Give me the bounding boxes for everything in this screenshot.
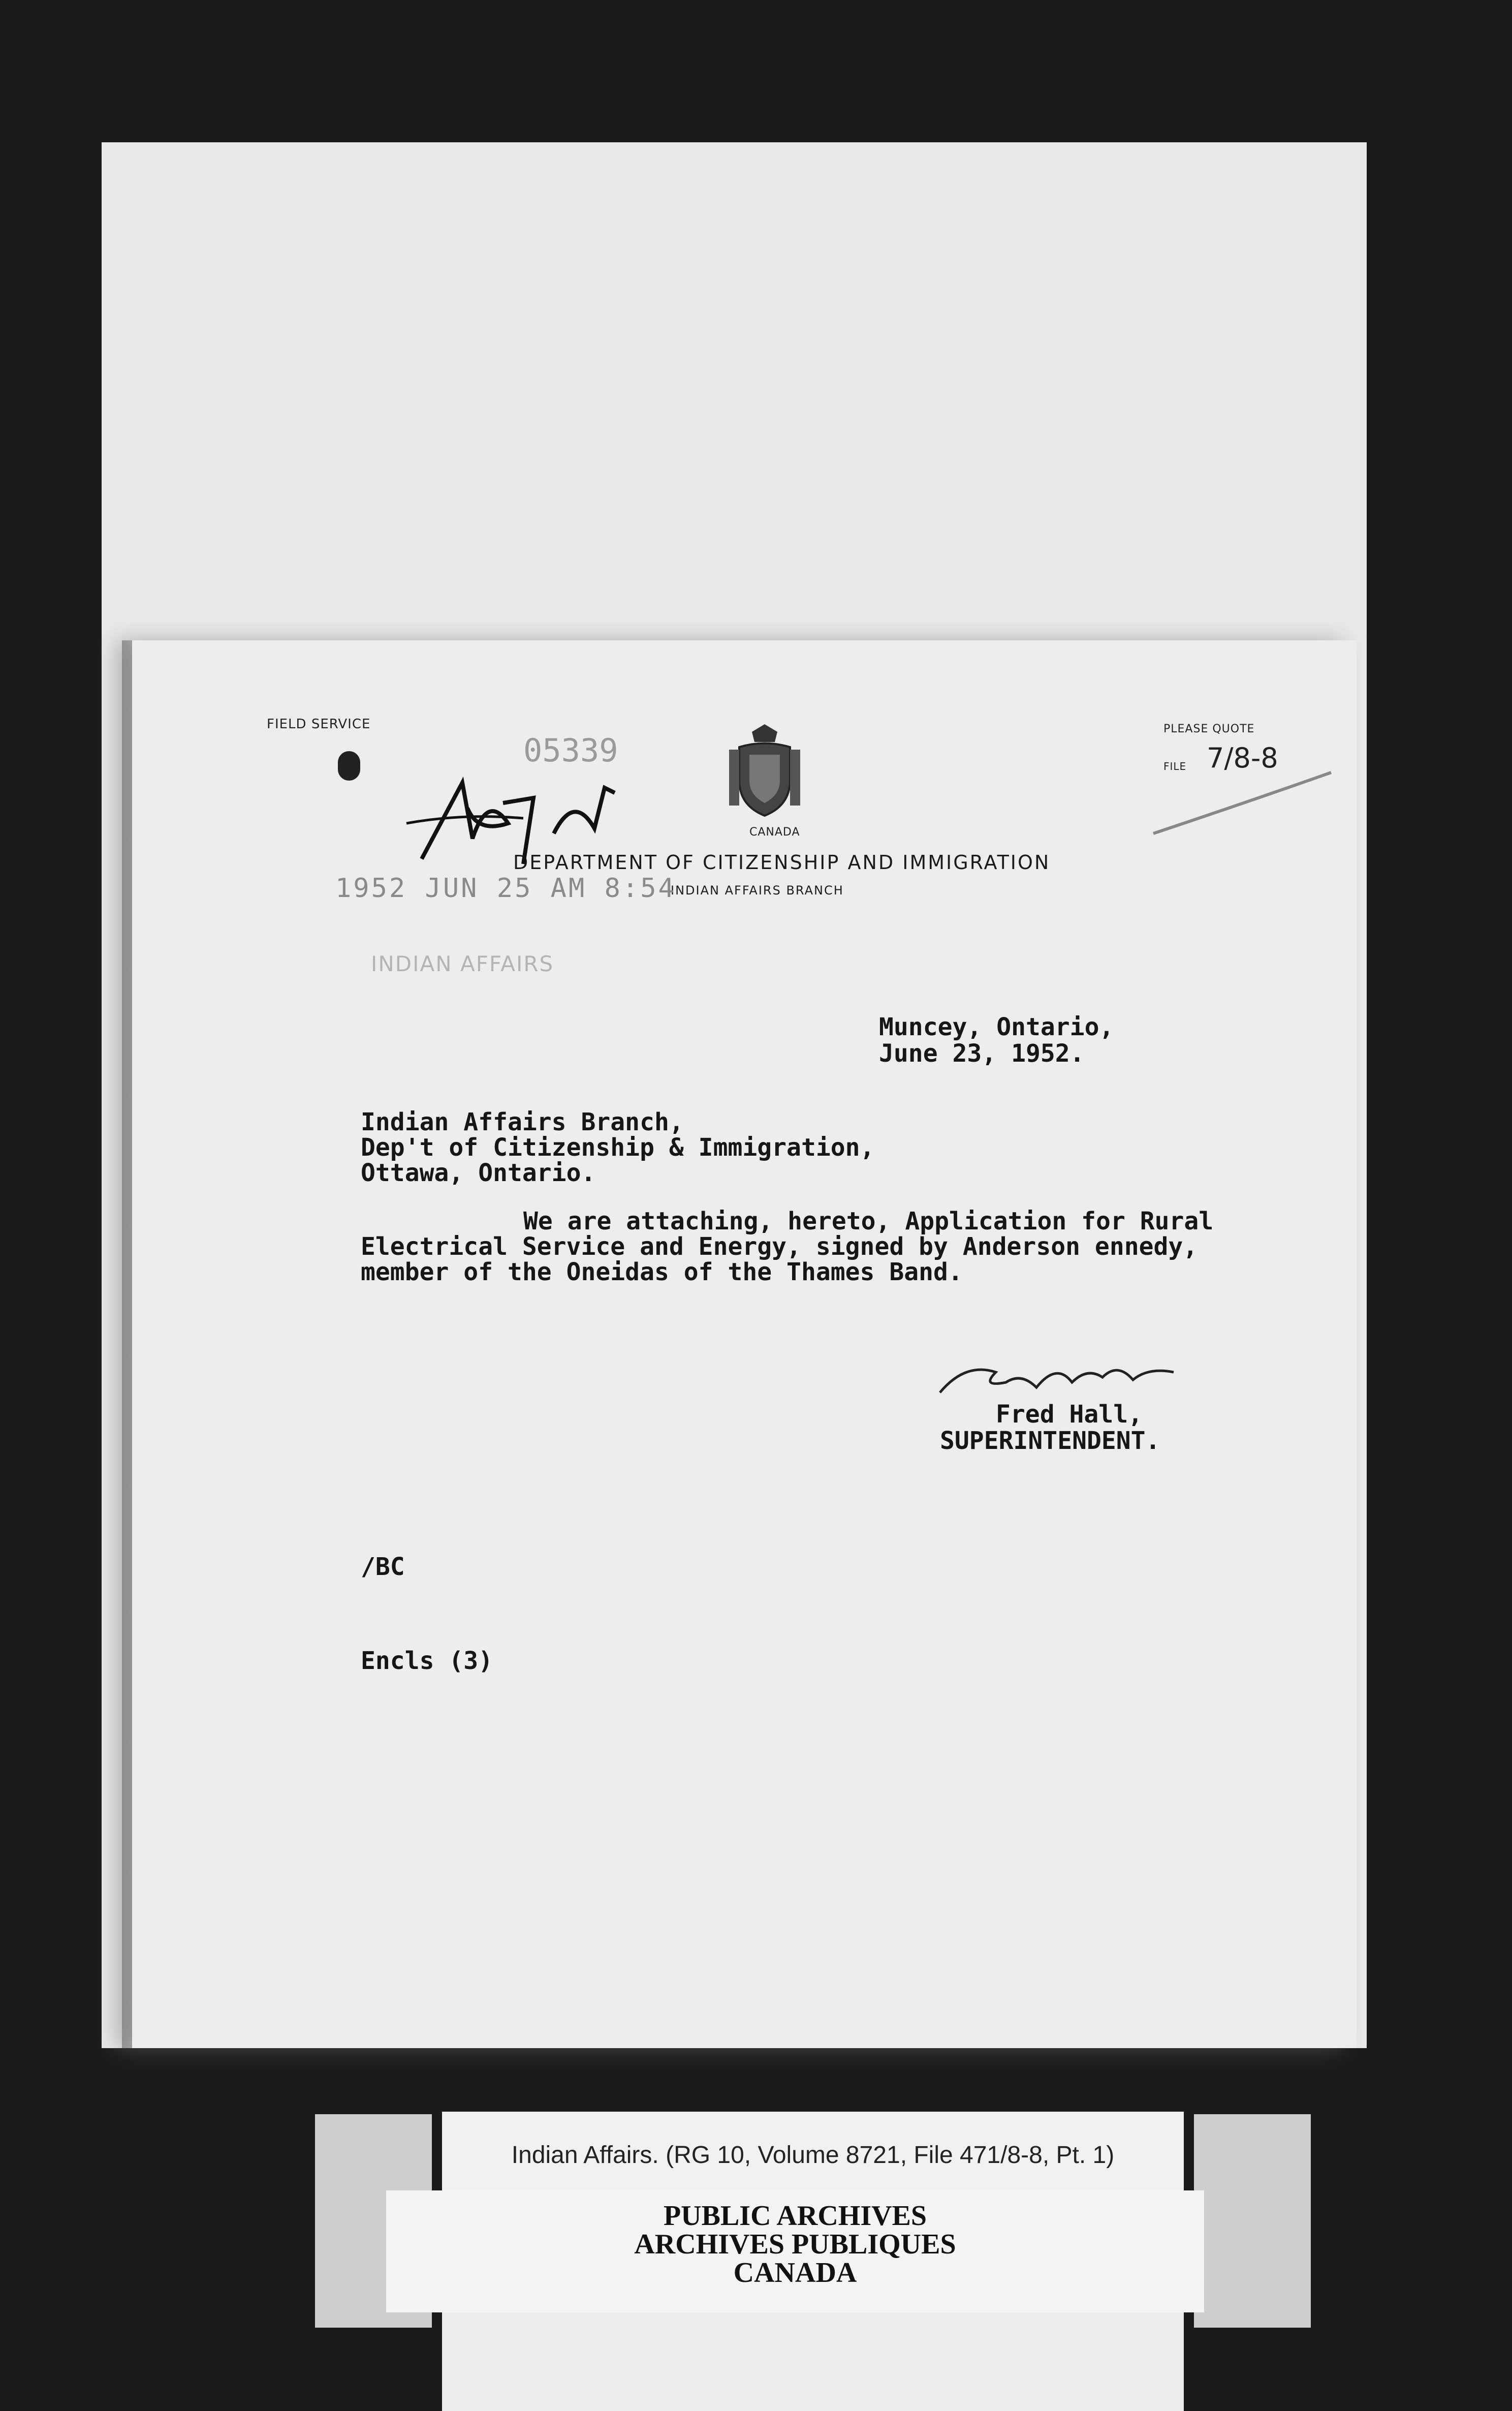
signer-title: SUPERINTENDENT. [940,1427,1160,1455]
typist-initials: /BC [361,1553,405,1581]
enclosures: Encls (3) [361,1647,493,1675]
canada-label: CANADA [749,826,800,839]
field-service-label: FIELD SERVICE [267,717,371,732]
body-line-3: member of the Oneidas of the Thames Band. [361,1258,963,1286]
archive-reference: Indian Affairs. (RG 10, Volume 8721, File 471/8-8, Pt. 1) [511,2141,1115,2169]
address-line-1: Indian Affairs Branch, [361,1108,684,1136]
file-underline [1148,762,1336,839]
signature-fred-hall [935,1352,1179,1408]
branch-name: INDIAN AFFAIRS BRANCH [671,883,844,898]
archive-line-2: ARCHIVES PUBLIQUES [634,2229,956,2260]
date-received-stamp: 1952 JUN 25 AM 8:54 [335,873,676,904]
body-line-1: We are attaching, hereto, Application for Rural [523,1207,1214,1235]
file-label: FILE [1163,760,1187,772]
department-name: DEPARTMENT OF CITIZENSHIP AND IMMIGRATION [513,851,1051,874]
address-line-2: Dep't of Citizenship & Immigration, [361,1133,875,1162]
signer-name: Fred Hall, [996,1400,1143,1429]
archive-stamp-label [386,2190,1204,2312]
handwritten-initials [401,762,635,879]
received-number-stamp: 05339 [523,732,618,769]
archive-reference-label [442,2112,1184,2198]
indian-affairs-stamp: INDIAN AFFAIRS [371,951,554,976]
file-number: 7/8-8 [1207,742,1278,774]
letter-place: Muncey, Ontario, [879,1013,1114,1041]
archive-tab-right [1194,2114,1311,2328]
archive-line-1: PUBLIC ARCHIVES [663,2200,927,2232]
coat-of-arms-icon [719,719,810,821]
archive-line-3: CANADA [733,2257,857,2289]
letter-date: June 23, 1952. [879,1039,1085,1068]
punch-hole [338,751,360,781]
body-line-2: Electrical Service and Energy, signed by Anderson ennedy, [361,1232,1198,1261]
please-quote-label: PLEASE QUOTE [1163,723,1255,735]
address-line-3: Ottawa, Ontario. [361,1159,596,1187]
archive-label-base [442,2312,1184,2411]
